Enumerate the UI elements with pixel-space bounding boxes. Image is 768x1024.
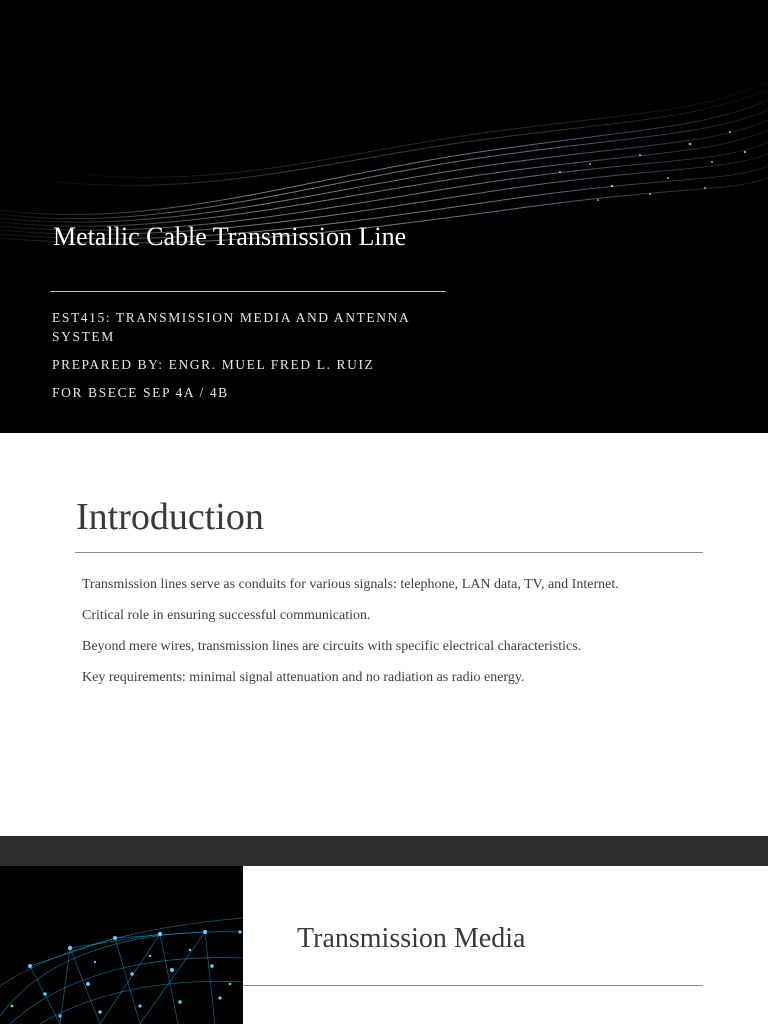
- list-item: Beyond mere wires, transmission lines are circuits with specific electrical characteristics.: [82, 639, 582, 654]
- introduction-slide: [0, 433, 768, 836]
- bullet-list: [82, 575, 682, 699]
- course-subtitle: EST415: TRANSMISSION MEDIA AND ANTENNA SYSTEM: [52, 310, 410, 344]
- title-divider: [75, 552, 703, 553]
- title-divider: [50, 291, 446, 292]
- list-item: Transmission lines serve as conduits for various signals: telephone, LAN data, TV, and Internet.: [82, 577, 619, 592]
- title-slide: [0, 0, 768, 433]
- section-subtitle: FOR BSECE SEP 4A / 4B: [52, 385, 229, 400]
- slide-title: Introduction: [76, 496, 264, 538]
- light-wave-graphic: [0, 60, 768, 300]
- slide-title: Transmission Media: [297, 923, 526, 954]
- network-globe-icon: [0, 866, 243, 1024]
- author-subtitle: PREPARED BY: ENGR. MUEL FRED L. RUIZ: [52, 357, 375, 372]
- list-item: Critical role in ensuring successful communication.: [82, 608, 371, 623]
- slide-gap: [0, 836, 768, 866]
- presentation-title: Metallic Cable Transmission Line: [53, 222, 407, 251]
- list-item: Key requirements: minimal signal attenuation and no radiation as radio energy.: [82, 670, 525, 685]
- title-divider: [243, 985, 703, 986]
- transmission-media-slide: [0, 866, 768, 1024]
- network-globe-image: [0, 866, 243, 1024]
